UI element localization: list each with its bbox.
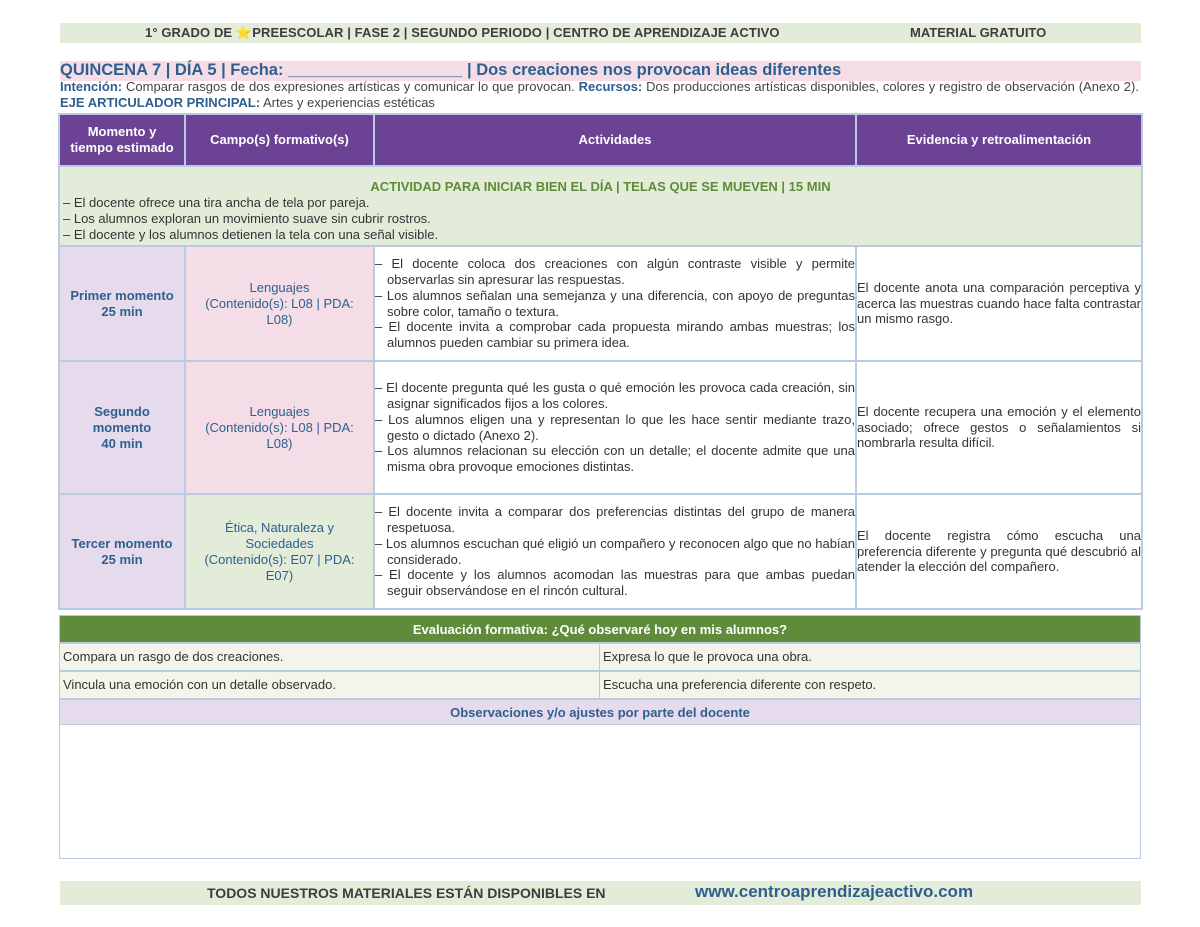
plan-table <box>58 113 1143 610</box>
header-text <box>145 25 780 41</box>
table-header-row <box>59 114 1142 166</box>
start-activity-row <box>59 166 1142 246</box>
moment-text: Segundo momento 40 min <box>92 403 152 451</box>
evaluation-item: Escucha una preferencia diferente con respeto. <box>599 671 1141 699</box>
page-title: QUINCENA 7 | DÍA 5 | Fecha: ___________________ | Dos creaciones nos provocan ideas diferentes <box>60 61 842 79</box>
campo-cell <box>185 361 374 494</box>
moment-cell <box>59 494 185 609</box>
header-campo: Campo(s) formativo(s) <box>185 114 374 166</box>
activity-item: – El docente invita a comparar dos preferencias distintas del grupo de manera respetuosa. <box>375 504 855 535</box>
header-evidence: Evidencia y retroalimentación <box>856 114 1142 166</box>
resources-label: Recursos: <box>578 79 643 94</box>
evaluation-section <box>59 615 1141 859</box>
header-activities: Actividades <box>374 114 856 166</box>
evidence-text: El docente anota una comparación perceptiva y acerca las muestras cuando hace falta contrastar un mismo rasgo. <box>857 279 1141 327</box>
intention-text: Comparar rasgos de dos expresiones artísticas y comunicar lo que provocan. <box>122 79 579 94</box>
header-details: PREESCOLAR | FASE 2 | SEGUNDO PERIODO | CENTRO DE APRENDIZAJE ACTIVO <box>252 25 780 40</box>
evidence-cell <box>856 246 1142 361</box>
evidence-cell <box>856 494 1142 609</box>
campo-cell <box>185 246 374 361</box>
start-activity-line: – El docente ofrece una tira ancha de tela por pareja. <box>63 195 370 210</box>
footer-text: TODOS NUESTROS MATERIALES ESTÁN DISPONIBLES EN <box>207 885 606 901</box>
footer-banner <box>60 881 1141 905</box>
campo-text: Ética, Naturaleza y Sociedades (Contenido(s): E07 | PDA: E07) <box>204 519 355 583</box>
activity-item: – El docente invita a comprobar cada propuesta mirando ambas muestras; los alumnos pueden cambiar su primera idea. <box>375 319 855 351</box>
campo-cell <box>185 494 374 609</box>
table-row <box>59 494 1142 609</box>
evidence-text: El docente registra cómo escucha una preferencia diferente y pregunta qué descubrió al atender la elección del compañero. <box>857 527 1141 575</box>
header-moment: Momento y tiempo estimado <box>59 114 185 166</box>
title-bar <box>60 61 1141 81</box>
start-activity-cell <box>59 166 1142 246</box>
axis-text: Artes y experiencias estéticas <box>260 95 435 110</box>
campo-text: Lenguajes (Contenido(s): L08 | PDA: L08) <box>205 403 354 451</box>
grade-label: 1° GRADO DE <box>145 25 233 40</box>
axis-label: EJE ARTICULADOR PRINCIPAL: <box>60 95 261 110</box>
table-row <box>59 246 1142 361</box>
evidence-cell <box>856 361 1142 494</box>
activity-item: – Los alumnos relacionan su elección con un detalle; el docente admite que una misma obra provoque emociones distintas. <box>375 443 855 475</box>
moment-text: Tercer momento 25 min <box>71 535 173 567</box>
activity-item: – Los alumnos eligen una y representan lo que les hace sentir mediante trazo, gesto o dictado (Anexo 2). <box>375 411 855 443</box>
table-row <box>59 361 1142 494</box>
start-activity-line: – Los alumnos exploran un movimiento suave sin cubrir rostros. <box>63 211 431 226</box>
activities-cell <box>374 361 856 494</box>
start-activity-title: ACTIVIDAD PARA INICIAR BIEN EL DÍA | TELAS QUE SE MUEVEN | 15 MIN <box>370 179 831 194</box>
observations-box[interactable] <box>59 724 1141 859</box>
activity-item: – El docente coloca dos creaciones con algún contraste visible y permite observarlas sin apresurar las respuestas. <box>375 256 855 287</box>
evaluation-item: Vincula una emoción con un detalle observado. <box>59 671 600 699</box>
activity-item: – Los alumnos señalan una semejanza y una diferencia, con apoyo de preguntas sobre color, tamaño o textura. <box>375 287 855 319</box>
moment-text: Primer momento 25 min <box>70 287 174 319</box>
top-banner <box>60 23 1141 43</box>
free-material-label: MATERIAL GRATUITO <box>910 25 1047 40</box>
activity-item: – El docente y los alumnos acomodan las muestras para que ambas puedan seguir observándose en el rincón cultural. <box>375 567 855 599</box>
evaluation-item: Compara un rasgo de dos creaciones. <box>59 643 600 671</box>
activity-item: – El docente pregunta qué les gusta o qué emoción les provoca cada creación, sin asignar significados fijos a los colores. <box>375 380 855 411</box>
observations-title: Observaciones y/o ajustes por parte del docente <box>59 699 1141 725</box>
moment-cell <box>59 361 185 494</box>
evaluation-item: Expresa lo que le provoca una obra. <box>599 643 1141 671</box>
evidence-text: El docente recupera una emoción y el elemento asociado; ofrece gestos o señalamientos si nombrarla resulta difícil. <box>857 403 1141 451</box>
intention-paragraph <box>60 79 1139 111</box>
start-activity-line: – El docente y los alumnos detienen la tela con una señal visible. <box>63 227 439 242</box>
resources-text: Dos producciones artísticas disponibles, colores y registro de observación (Anexo 2). <box>642 79 1139 94</box>
star-icon: ⭐ <box>235 25 253 40</box>
intention-label: Intención: <box>60 79 123 94</box>
activity-item: – Los alumnos escuchan qué eligió un compañero y reconocen algo que no habían considerado. <box>375 535 855 567</box>
campo-text: Lenguajes (Contenido(s): L08 | PDA: L08) <box>205 279 354 327</box>
activities-cell <box>374 246 856 361</box>
moment-cell <box>59 246 185 361</box>
evaluation-title: Evaluación formativa: ¿Qué observaré hoy en mis alumnos? <box>59 615 1141 643</box>
footer-url-link[interactable]: www.centroaprendizajeactivo.com <box>695 882 974 901</box>
activities-cell <box>374 494 856 609</box>
